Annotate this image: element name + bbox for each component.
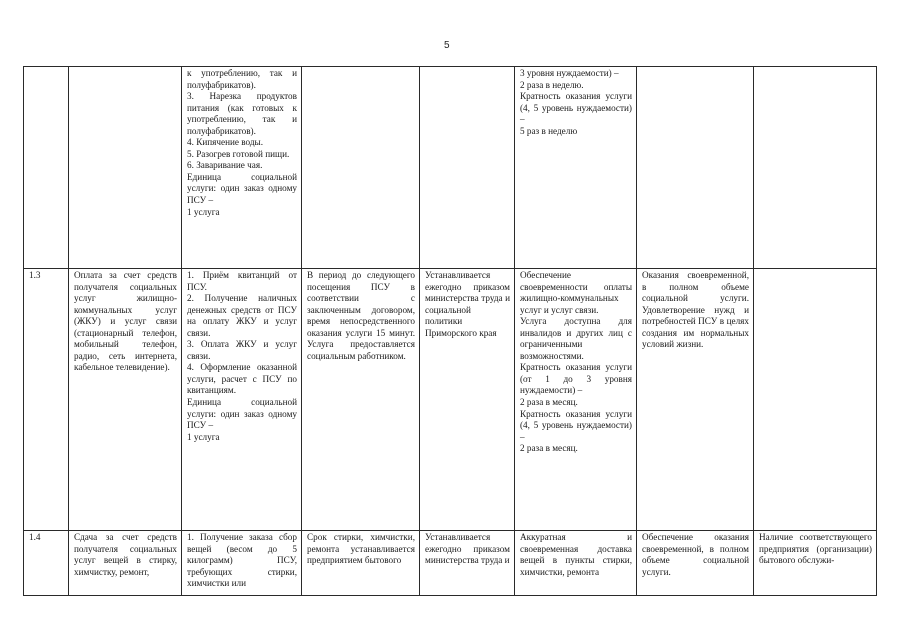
cell-cost: Устанавливается ежегодно приказом министерства труда и	[420, 531, 515, 596]
cell-number: 1.3	[24, 269, 69, 531]
cell-timing: В период до следующего посещения ПСУ в соответствии с заключенным договором, время непосредственного оказания услуги 15 минут. Услуга предоставляется социальным работником.	[302, 269, 420, 531]
cell-indicators	[637, 67, 754, 269]
cell-conditions: Аккуратная и своевременная доставка вещей в пункты стирки, химчистки, ремонта	[515, 531, 637, 596]
cell-number: 1.4	[24, 531, 69, 596]
cell-conditions: Обеспечение своевременности оплаты жилищно-коммунальных услуг и услуг связи. Услуга доступна для инвалидов и других лиц с ограниченными возможностями. Кратность оказания услуги (от 1 до 3 уровня нуждаемости) – 2 раза в месяц. Кратность оказания услуги (4, 5 уровень нуждаемости) – 2 раза в месяц.	[515, 269, 637, 531]
cell-steps: к употреблению, так и полуфабрикатов). 3. Нарезка продуктов питания (как готовых к употреблению, так и полуфабрикатов). 4. Кипячение воды. 5. Разогрев готовой пищи. 6. Заваривание чая. Единица социальной услуги: один заказ одному ПСУ – 1 услуга	[182, 67, 302, 269]
table-row	[24, 67, 877, 269]
cell-steps: 1. Получение заказа сбор вещей (весом до 5 килограмм) ПСУ, требующих стирки, химчистки или	[182, 531, 302, 596]
cell-indicators: Оказания своевременной, в полном объеме социальной услуги. Удовлетворение нужд и потребностей ПСУ в целях создания им нормальных условий жизни.	[637, 269, 754, 531]
cell-cost	[420, 67, 515, 269]
table-row	[24, 269, 877, 531]
cell-cost: Устанавливается ежегодно приказом министерства труда и социальной политики Приморского края	[420, 269, 515, 531]
cell-extra: Наличие соответствующего предприятия (организации) бытового обслужи-	[754, 531, 877, 596]
cell-extra	[754, 67, 877, 269]
cell-indicators: Обеспечение оказания своевременной, в полном объеме социальной услуги.	[637, 531, 754, 596]
services-table	[23, 66, 877, 596]
cell-timing: Срок стирки, химчистки, ремонта устанавливается предприятием бытового	[302, 531, 420, 596]
cell-conditions: 3 уровня нуждаемости) – 2 раза в неделю. Кратность оказания услуги (4, 5 уровень нуждаемости) – 5 раз в неделю	[515, 67, 637, 269]
cell-extra	[754, 269, 877, 531]
cell-number	[24, 67, 69, 269]
cell-steps: 1. Приём квитанций от ПСУ. 2. Получение наличных денежных средств от ПСУ на оплату ЖКУ и услуг связи. 3. Оплата ЖКУ и услуг связи. 4. Оформление оказанной услуги, расчет с ПСУ по квитанциям. Единица социальной услуги: один заказ одному ПСУ – 1 услуга	[182, 269, 302, 531]
cell-timing	[302, 67, 420, 269]
cell-service-name: Оплата за счет средств получателя социальных услуг жилищно-коммунальных услуг (ЖКУ) и услуг связи (стационарный телефон, мобильный телефон, радио, сеть интернета, кабельное телевидение).	[69, 269, 182, 531]
table-row	[24, 531, 877, 596]
cell-service-name: Сдача за счет средств получателя социальных услуг вещей в стирку, химчистку, ремонт,	[69, 531, 182, 596]
cell-service-name	[69, 67, 182, 269]
page-number: 5	[444, 40, 450, 51]
